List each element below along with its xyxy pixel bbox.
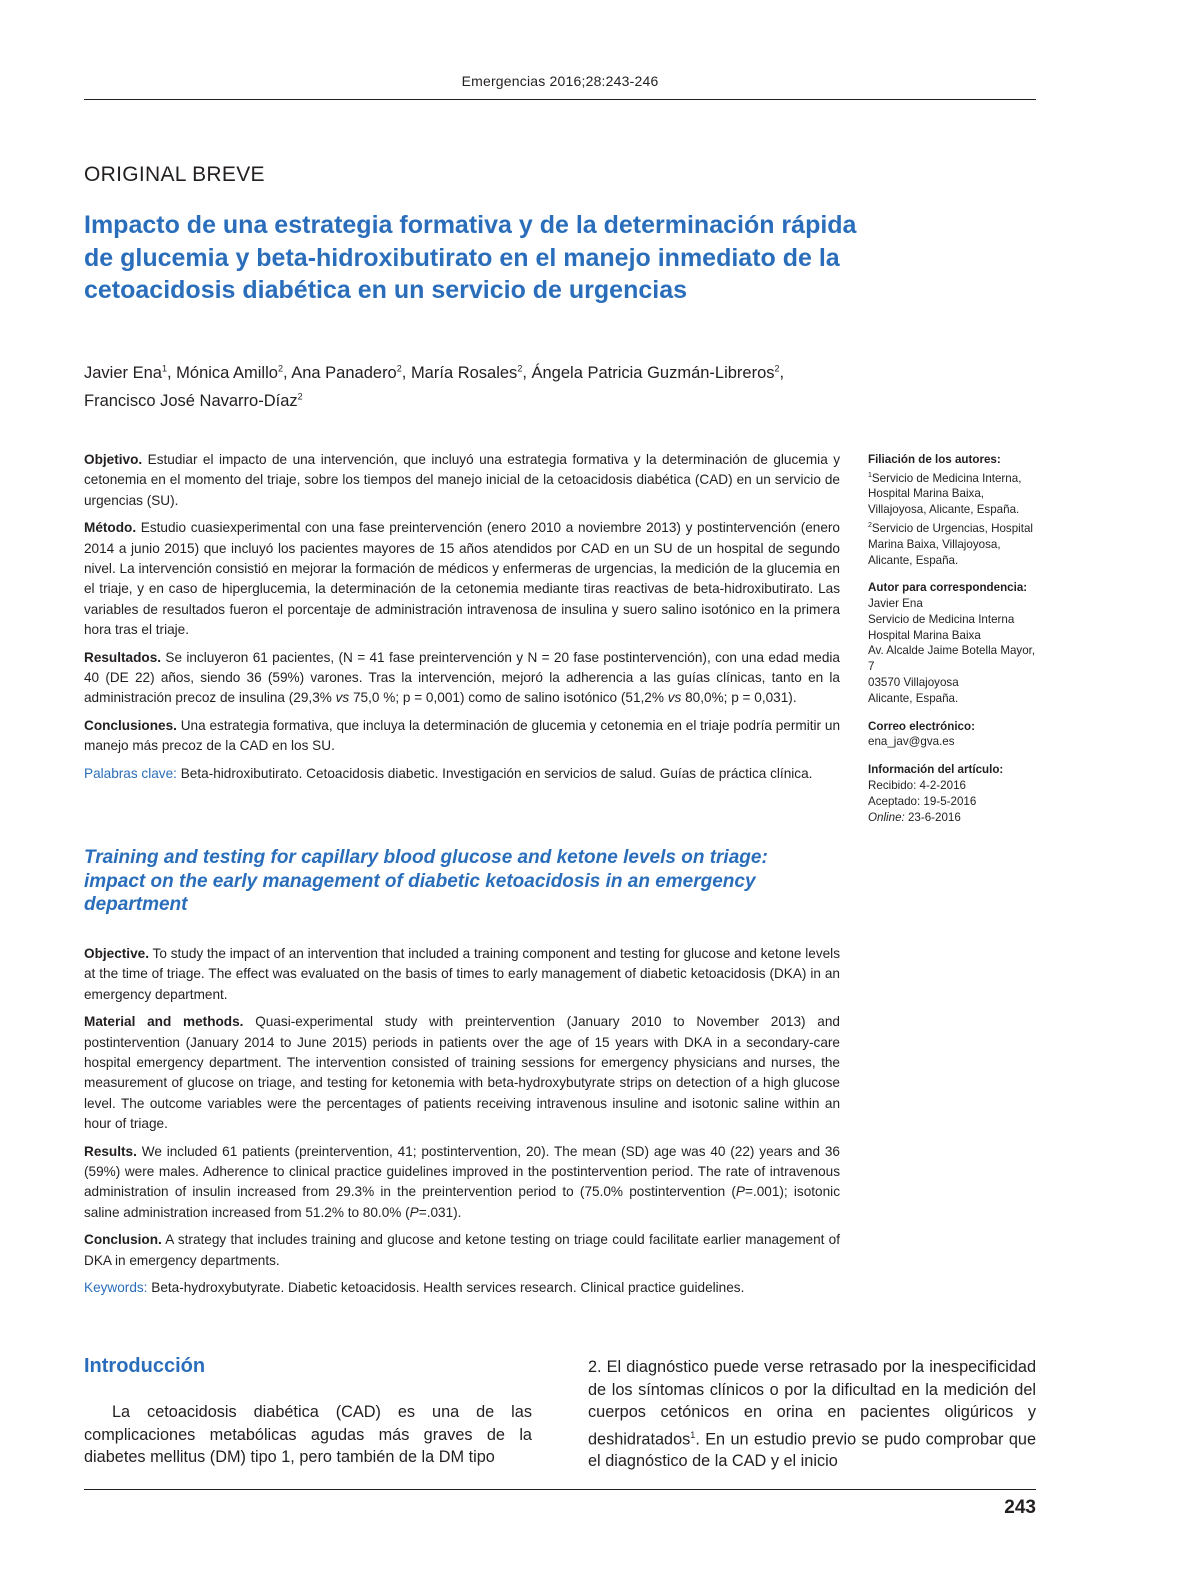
received-date: Recibido: 4-2-2016 — [868, 779, 966, 793]
author — [532, 364, 780, 382]
author-name: Javier Ena — [84, 363, 162, 382]
affiliation-2 — [868, 518, 1043, 568]
online-value: 23-6-2016 — [907, 810, 961, 824]
header-divider — [84, 99, 1036, 100]
author-affiliation-marker: 2 — [297, 391, 303, 402]
objective-label: Objetivo. — [84, 452, 143, 467]
author — [411, 364, 522, 382]
method-text: Estudio cuasiexperimental con una fase preintervención (enero 2010 a noviembre 2013) y postintervención (enero 2014 a junio 2015) que incluyó los pacientes mayores de 15 años atendidos por CAD en un SU de un hospital de segundo nivel. La intervención consistió en mejorar la formación de médicos y enfermeras de urgencias, la medición de la glucemia en el triaje, y en caso de hiperglucemia, la determinación de la cetonemia mediante tiras reactivas de beta-hidroxibutirato. Las variables de resultados fueron el porcentaje de administración intravenosa de insulina y suero salino isotónico en la primera hora tras el triaje. — [84, 520, 840, 638]
english-title: Training and testing for capillary blood glucose and ketone levels on triage: impact on the early management of diabetic ketoacidosis in an emergency department — [84, 847, 768, 915]
objective-text: Estudiar el impacto de una intervención, que incluyó una estrategia formativa y la determinación de glucemia y cetonemia en el momento del triaje, sobre los tiempos del manejo inicial de la cetoacidosis diabética (CAD) en un servicio de urgencias (SU). — [84, 452, 840, 508]
intro-column-left: La cetoacidosis diabética (CAD) es una de las complicaciones metabólicas agudas más graves de la diabetes mellitus (DM) tipo 1, pero también de la DM tipo — [84, 1403, 532, 1466]
aff-text: Servicio de Medicina Interna, Hospital Marina Baixa, Villajoyosa, Alicante, España. — [868, 471, 1022, 517]
email-link[interactable]: ena_jav@gva.es — [868, 735, 955, 749]
keywords-label-en: Keywords: — [84, 1280, 148, 1296]
results-vs: vs — [667, 690, 682, 706]
abstract-results-en — [84, 1142, 840, 1224]
author-affiliation-marker: 2 — [517, 363, 523, 373]
abstract-english — [84, 944, 840, 1306]
email-block — [868, 719, 1043, 751]
article-info — [868, 762, 1043, 825]
abstract-method — [84, 518, 840, 640]
intro-column-right — [588, 1356, 1036, 1473]
affiliation-1 — [868, 468, 1043, 518]
results-label-en: Results. — [84, 1143, 137, 1159]
results-en-b: =.001); isotonic saline administration increased from 51.2% to 80.0% ( — [84, 1184, 840, 1220]
section-label: ORIGINAL BREVE — [84, 163, 265, 186]
corr-region: Alicante, España. — [868, 691, 959, 705]
author-name: Ana Panadero — [291, 363, 397, 382]
keywords-text-en: Beta-hydroxybutyrate. Diabetic ketoacidosis. Health services research. Clinical practice guidelines. — [151, 1280, 745, 1296]
online-label: Online: — [868, 810, 905, 824]
results-en-a: We included 61 patients (preintervention, 41; postintervention, 20). The mean (SD) age was 40 (22) years and 36 (59%) were males. Adherence to clinical practice guidelines improved in the postintervention period. The rate of intravenous administration of insulin increased from 29.3% in the preintervention period to (75.0% postintervention ( — [84, 1143, 840, 1200]
reference-marker: 1 — [690, 1429, 696, 1440]
abstract-results — [84, 648, 840, 709]
abstract-keywords — [84, 764, 840, 784]
results-en-c: =.031). — [418, 1204, 462, 1220]
running-head: Emergencias 2016;28:243-246 — [461, 73, 659, 89]
author-list: Javier Ena$^1$, Mónica Amillo$^2$, Ana Panadero$^2$, María Rosales$^2$, Ángela Patricia Guzmán-Libreros$^2$, Francisco José Navarro-Díaz$^2$ — [84, 363, 785, 410]
author — [176, 364, 283, 382]
abstract-keywords-en — [84, 1278, 840, 1298]
abstract-conclusions — [84, 716, 840, 757]
methods-text-en: Quasi-experimental study with preintervention (January 2010 to November 2013) and postintervention (January 2014 to June 2015) periods in patients over the age of 15 years with DKA in a secondary-care hospital emergency department. The intervention consisted of training sessions for emergency physicians and nurses, the measurement of glucose on triage, and testing for ketonemia with beta-hydroxybutyrate strips on detection of a high glucose level. The outcome variables were the percentages of patients receiving intravenous insuline and isotonic saline within an hour of triage. — [84, 1014, 840, 1132]
p-symbol: P — [735, 1184, 745, 1200]
results-text-c: 80,0%; p = 0,031). — [685, 690, 797, 706]
method-label: Método. — [84, 520, 137, 536]
abstract-conclusion-en — [84, 1230, 840, 1271]
correspondence — [868, 580, 1043, 706]
page-number: 243 — [1004, 1497, 1036, 1518]
author-name: Ángela Patricia Guzmán-Libreros — [531, 363, 775, 382]
article-title: Impacto de una estrategia formativa y de la determinación rápida de glucemia y beta-hidroxibutirato en el manejo inmediato de la cetoacidosis diabética en un servicio de urgencias — [84, 211, 857, 304]
author-name: Francisco José Navarro-Díaz — [84, 392, 298, 410]
author — [84, 364, 167, 382]
objective-text-en: To study the impact of an intervention that included a training component and testing for glucose and ketone levels at the time of triage. The effect was evaluated on the basis of times to early management of diabetic ketoacidosis (DKA) in an emergency department. — [84, 946, 840, 1002]
email-heading: Correo electrónico: — [868, 719, 975, 733]
corr-name: Javier Ena — [868, 597, 923, 611]
results-text-b: 75,0 %; p = 0,001) como de salino isotónico (51,2% — [353, 690, 664, 706]
abstract-spanish — [84, 450, 840, 791]
corr-city: 03570 Villajoyosa — [868, 676, 959, 690]
corr-dept: Servicio de Medicina Interna — [868, 612, 1015, 626]
abstract-objective — [84, 450, 840, 511]
author-name: María Rosales — [410, 363, 518, 382]
conclusions-text: Una estrategia formativa, que incluya la determinación de glucemia y cetonemia en el triaje podría permitir un manejo más precoz de la CAD en los SU. — [84, 717, 841, 754]
conclusions-label: Conclusiones. — [84, 717, 177, 733]
corr-hospital: Hospital Marina Baixa — [868, 628, 981, 642]
keywords-label: Palabras clave: — [84, 765, 177, 781]
accepted-date: Aceptado: 19-5-2016 — [868, 794, 977, 808]
p-symbol: P — [409, 1204, 419, 1220]
intro-right-text-b: . En un estudio previo se pudo comprobar que el diagnóstico de la CAD y el inicio — [588, 1429, 1036, 1471]
author — [84, 392, 303, 410]
objective-label-en: Objective. — [84, 946, 149, 961]
aff-number: 1 — [868, 471, 872, 479]
intro-heading: Introducción — [84, 1355, 206, 1377]
affiliations — [868, 452, 1043, 568]
author-affiliation-marker: 1 — [161, 363, 167, 373]
affiliation-heading: Filiación de los autores: — [868, 453, 1001, 466]
methods-label-en: Material and methods. — [84, 1014, 244, 1030]
results-label: Resultados. — [84, 649, 162, 665]
aff-number: 2 — [868, 522, 872, 530]
author-affiliation-marker: 2 — [774, 363, 780, 373]
footer-divider — [84, 1489, 1036, 1490]
author-affiliation-marker: 2 — [396, 363, 402, 373]
author-affiliation-marker: 2 — [277, 363, 283, 373]
author — [291, 364, 402, 382]
correspondence-heading: Autor para correspondencia: — [868, 581, 1028, 595]
abstract-objective-en — [84, 944, 840, 1005]
results-text-a: Se incluyeron 61 pacientes, (N = 41 fase preintervención y N = 20 fase postintervención), con una edad media 40 (DE 22) años, siendo 36 (59%) varones. Tras la intervención, mejoró la adherencia a las guías clínicas, tanto en la administración precoz de insulina (29,3% — [84, 649, 840, 706]
corr-street: Av. Alcalde Jaime Botella Mayor, 7 — [868, 644, 1036, 674]
article-sidebar — [868, 452, 1043, 837]
intro-right-text-a: 2. El diagnóstico puede verse retrasado por la inespecificidad de los síntomas clínicos o por la dificultad en la medición del cuerpos cetónicos en orina en pacientes oligúricos y deshidratados — [588, 1358, 1036, 1448]
results-vs: vs — [335, 690, 350, 706]
abstract-methods-en — [84, 1012, 840, 1134]
keywords-text: Beta-hidroxibutirato. Cetoacidosis diabetic. Investigación en servicios de salud. Guías de práctica clínica. — [180, 765, 813, 781]
info-heading: Información del artículo: — [868, 763, 1004, 777]
conclusion-label-en: Conclusion. — [84, 1232, 162, 1248]
online-date — [868, 810, 1043, 826]
author-name: Mónica Amillo — [176, 363, 278, 382]
aff-text: Servicio de Urgencias, Hospital Marina Baixa, Villajoyosa, Alicante, España. — [868, 521, 1034, 567]
conclusion-text-en: A strategy that includes training and glucose and ketone testing on triage could facilitate earlier management of DKA in emergency departments. — [84, 1232, 840, 1268]
